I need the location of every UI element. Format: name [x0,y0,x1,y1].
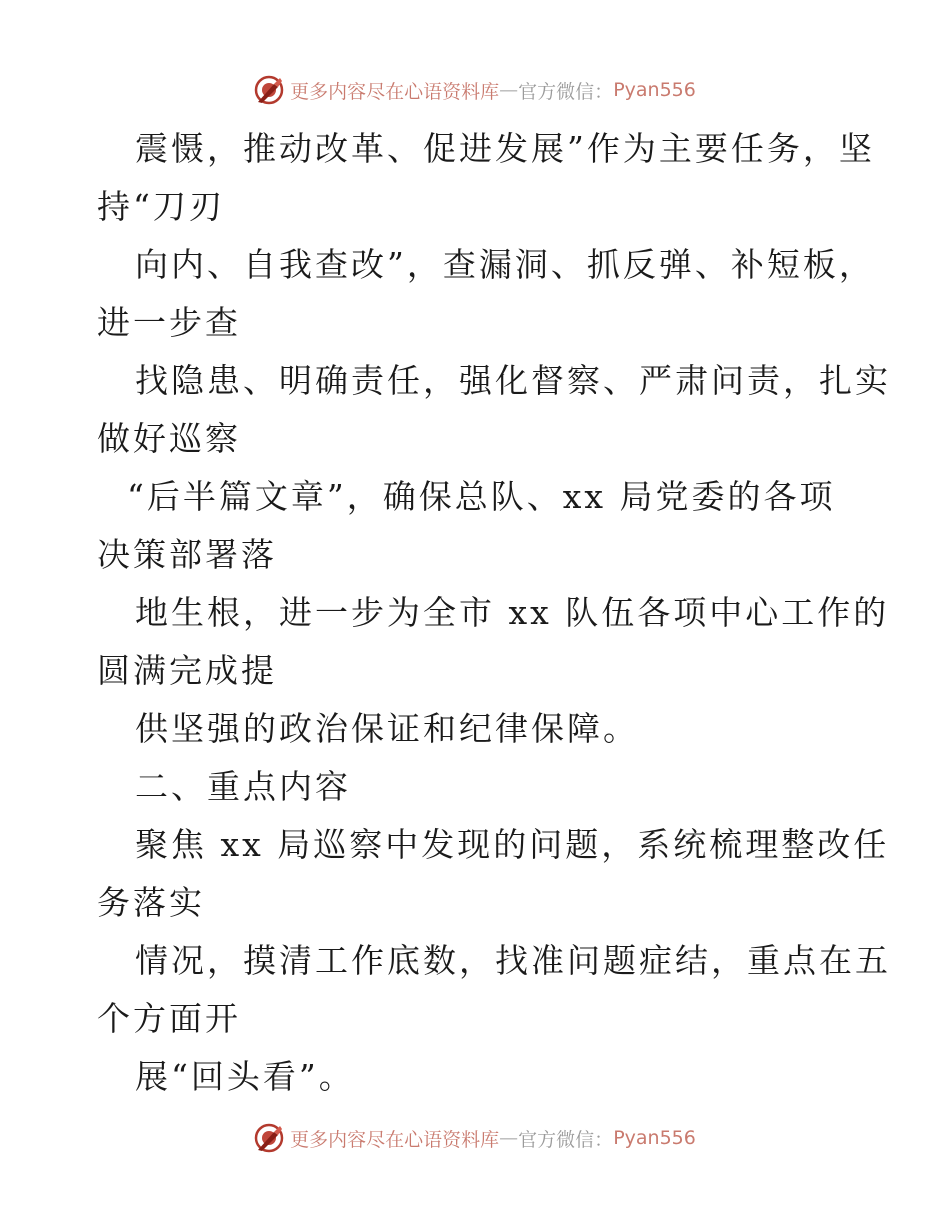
body-line-14: 务落实 [97,883,205,922]
body-line-16: 个方面开 [97,999,241,1038]
body-line-15: 情况，摸清工作底数，找准问题症结，重点在五 [135,941,891,980]
banner-wechat-id: Pyan556 [613,79,696,101]
footer-site-text: 更多内容尽在心语资料库 [290,1128,500,1151]
footer-official-label: 官方微信： [518,1128,614,1151]
body-line-13: 聚焦 xx 局巡察中发现的问题，系统梳理整改任 [135,825,890,864]
document-body [97,120,891,1106]
body-line-7: “后半篇文章”，确保总队、xx 局党委的各项 [127,477,836,516]
banner-official-label: 官方微信： [518,80,614,103]
body-line-10: 圆满完成提 [97,651,277,690]
body-line-8: 决策部署落 [97,535,277,574]
body-line-2: 持“刀刃 [97,187,225,226]
body-line-3: 向内、自我查改”，查漏洞、抓反弹、补短板， [135,245,875,284]
body-line-6: 做好巡察 [97,419,241,458]
pen-logo-icon [254,75,284,105]
body-line-11: 供坚强的政治保证和纪律保障。 [135,709,639,748]
footer-banner [0,1118,950,1158]
body-line-17: 展“回头看”。 [135,1057,355,1096]
banner-dash: — [499,79,519,101]
footer-dash: — [499,1127,519,1149]
section-heading: 二、重点内容 [135,767,351,806]
body-line-9: 地生根，进一步为全市 xx 队伍各项中心工作的 [135,593,890,632]
header-banner [0,70,950,110]
body-line-1: 震慑，推动改革、促进发展”作为主要任务，坚 [135,129,875,168]
body-line-4: 进一步查 [97,303,241,342]
pen-logo-icon [254,1123,284,1153]
footer-wechat-id: Pyan556 [613,1127,696,1149]
banner-site-text: 更多内容尽在心语资料库 [290,80,500,103]
body-line-5: 找隐患、明确责任，强化督察、严肃问责，扎实 [135,361,891,400]
